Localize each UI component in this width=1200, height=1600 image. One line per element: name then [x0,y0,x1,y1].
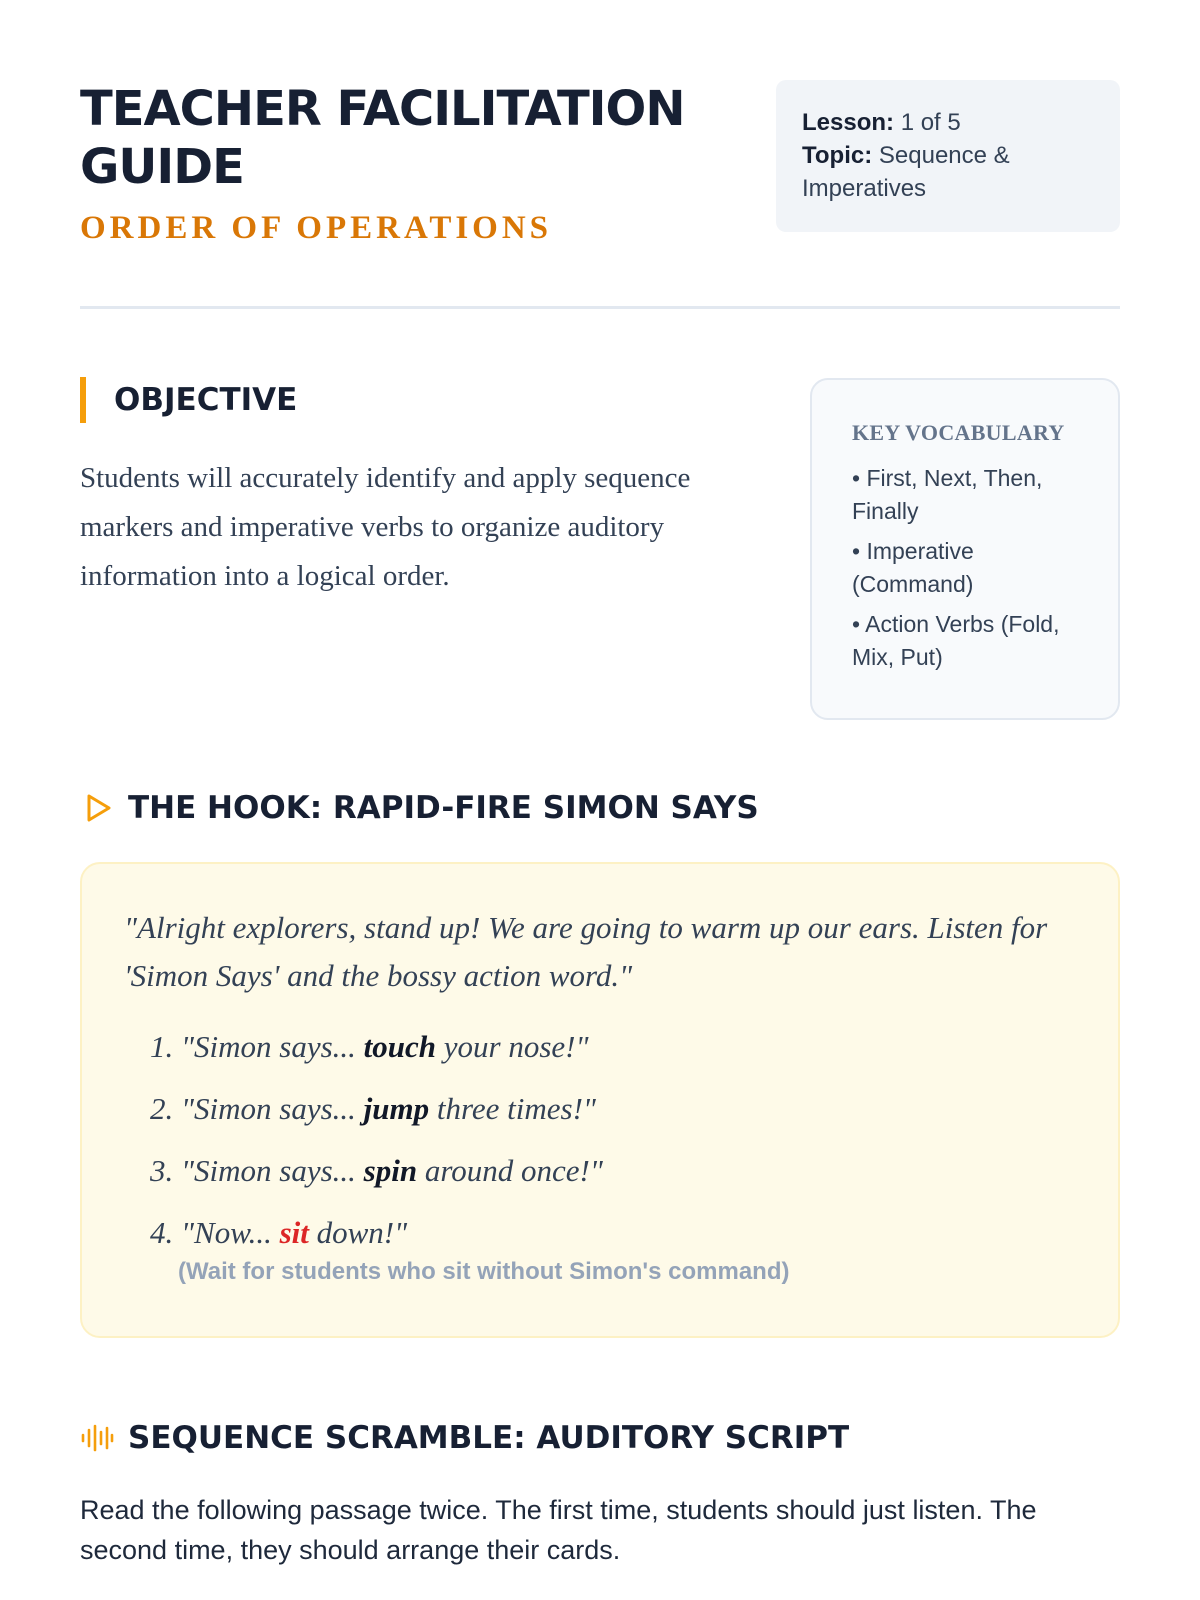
play-triangle-icon [82,792,114,824]
hook-step [124,1214,1076,1252]
lesson-label: Lesson: [802,109,895,136]
step-verb-alert: sit [279,1215,309,1250]
step-text: down!" [308,1215,408,1250]
step-text: your nose!" [436,1029,589,1064]
hook-script-box [80,862,1120,1338]
topic-line [802,139,1094,205]
lesson-value: 1 of 5 [900,109,961,136]
hook-step [124,1090,1076,1128]
step-number: 3. [150,1153,174,1188]
audio-wave-icon [80,1424,114,1452]
topic-label: Topic: [802,142,873,169]
vocab-item: • Imperative (Command) [852,538,974,597]
objective-accent-bar [80,377,86,423]
topic-value: Sequence & Imperatives [802,142,1010,202]
page-subtitle: ORDER OF OPERATIONS [80,210,553,246]
objective-text: Students will accurately identify and apply sequence markers and imperative verbs to organize auditory information into a logical order. [80,462,691,592]
scramble-instructions: Read the following passage twice. The first time, students should just listen. The second time, they should arrange their cards. [80,1495,1037,1565]
step-text: "Simon says... [181,1153,364,1188]
hook-step [124,1028,1076,1066]
step-text: "Now... [181,1215,280,1250]
step-verb: jump [363,1091,430,1126]
step-text: "Simon says... [181,1029,364,1064]
hook-step [124,1152,1076,1190]
page-title: TEACHER FACILITATION GUIDE [80,81,685,195]
scramble-heading-text: SEQUENCE SCRAMBLE: AUDITORY SCRIPT [128,1420,850,1456]
key-vocabulary-box [810,378,1120,720]
hook-heading-text: THE HOOK: RAPID-FIRE SIMON SAYS [128,790,759,826]
step-number: 2. [150,1091,174,1126]
step-number: 1. [150,1029,174,1064]
step-number: 4. [150,1215,174,1250]
step-text: "Simon says... [181,1091,364,1126]
lesson-line [802,106,1094,139]
scramble-heading [80,1420,849,1456]
vocab-item: • Action Verbs (Fold, Mix, Put) [852,611,1060,670]
objective-heading-text: OBJECTIVE [114,382,298,418]
header-divider [80,306,1120,309]
vocab-title: KEY VOCABULARY [852,420,1065,445]
hook-quote: "Alright explorers, stand up! We are going to warm up our ears. Listen for 'Simon Says' and the bossy action word." [124,910,1048,993]
step-verb: spin [363,1153,418,1188]
step-text: three times!" [429,1091,596,1126]
vocab-item: • First, Next, Then, Finally [852,465,1043,524]
step-verb: touch [363,1029,437,1064]
hook-heading [82,790,759,826]
hook-steps-list [124,1028,1076,1252]
hook-teacher-note: (Wait for students who sit without Simon's command) [178,1258,790,1285]
step-text: around once!" [417,1153,603,1188]
objective-heading [80,377,297,423]
lesson-info-box [776,80,1120,232]
